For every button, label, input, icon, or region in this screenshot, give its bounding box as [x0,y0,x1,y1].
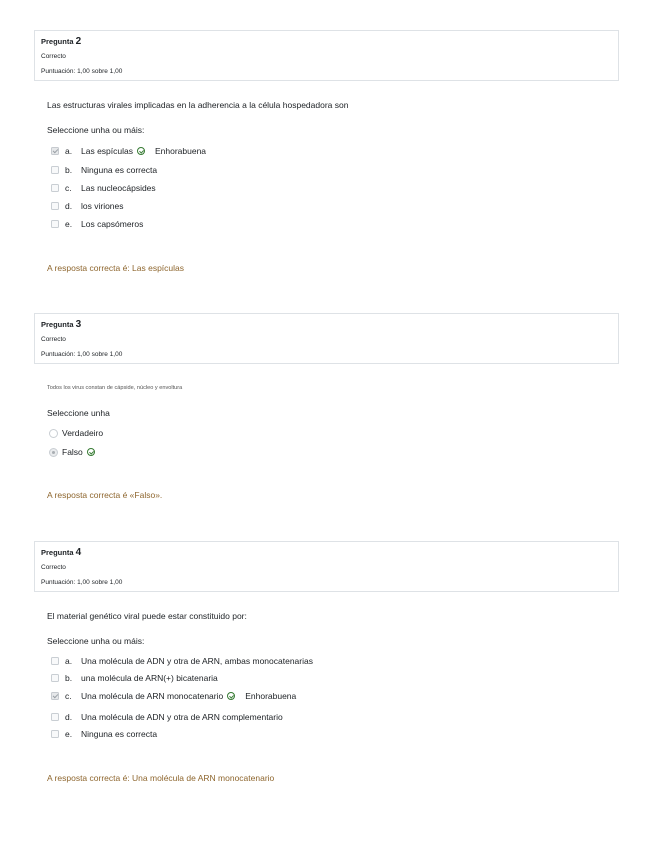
question-text: El material genético viral puede estar constituido por: [47,611,247,621]
question-title-prefix: Pregunta [41,320,74,329]
question-state: Correcto [41,564,66,571]
question-title [41,547,81,558]
question-grade: Puntuación: 1,00 sobre 1,00 [41,351,123,358]
option-feedback: Enhorabuena [154,146,207,156]
option-checkbox[interactable] [51,713,59,721]
answer-option-e[interactable] [51,728,157,740]
option-letter: a. [65,146,73,156]
answer-prompt: Seleccione unha [47,408,110,418]
check-circle-icon [87,448,95,456]
option-letter: c. [65,691,72,701]
question-number: 3 [75,319,82,330]
option-label: Una molécula de ADN y otra de ARN, ambas monocatenarias [81,656,313,666]
answer-option-c[interactable] [51,182,156,194]
answer-option-d[interactable] [51,711,283,723]
answer-option-b[interactable] [51,672,218,684]
question-info [34,541,619,592]
answer-option-c[interactable] [51,690,296,702]
question-grade: Puntuación: 1,00 sobre 1,00 [41,579,123,586]
question-text: Todos los virus constan de cápside, núcleo y envoltura [47,385,183,391]
right-answer: A resposta correcta é: Una molécula de ARN monocatenario [47,773,275,783]
question-state: Correcto [41,336,66,343]
option-label: Las espículas [81,146,133,156]
option-label: Los capsómeros [81,219,144,229]
question-number: 2 [75,36,82,47]
answer-prompt: Seleccione unha ou máis: [47,125,145,135]
answer-option-a[interactable] [51,655,313,667]
option-label: Ninguna es correcta [81,729,158,739]
option-checkbox[interactable] [51,147,59,155]
question-grade: Puntuación: 1,00 sobre 1,00 [41,68,123,75]
question-text: Las estructuras virales implicadas en la adherencia a la célula hospedadora son [47,100,349,110]
option-checkbox[interactable] [51,692,59,700]
answer-option-d[interactable] [51,200,124,212]
question-state: Correcto [41,53,66,60]
option-checkbox[interactable] [51,657,59,665]
question-title-prefix: Pregunta [41,548,74,557]
option-letter: c. [65,183,72,193]
answer-option-b[interactable] [51,164,157,176]
check-circle-icon [227,692,235,700]
option-letter: b. [65,165,73,175]
right-answer: A resposta correcta é: Las espículas [47,263,185,273]
question-info [34,313,619,364]
option-letter: d. [65,201,73,211]
option-feedback: Enhorabuena [245,691,297,701]
option-letter: d. [65,712,73,722]
question-title [41,319,81,330]
option-letter: e. [65,729,73,739]
option-checkbox[interactable] [51,202,59,210]
option-checkbox[interactable] [51,184,59,192]
option-checkbox[interactable] [51,674,59,682]
answer-option-true[interactable] [49,427,103,439]
option-letter: a. [65,656,73,666]
option-label: los viriones [81,201,124,211]
option-checkbox[interactable] [51,730,59,738]
option-letter: e. [65,219,73,229]
option-letter: b. [65,673,73,683]
option-label: Una molécula de ADN y otra de ARN complementario [81,712,283,722]
option-checkbox[interactable] [51,220,59,228]
right-answer: A resposta correcta é «Falso». [47,490,163,500]
question-info [34,30,619,81]
question-title-prefix: Pregunta [41,37,74,46]
question-number: 4 [75,547,82,558]
answer-option-a[interactable] [51,145,206,157]
option-label: Ninguna es correcta [81,165,158,175]
answer-option-e[interactable] [51,218,143,230]
option-checkbox[interactable] [51,166,59,174]
option-radio[interactable] [49,448,58,457]
question-title [41,36,81,47]
option-label: una molécula de ARN(+) bicatenaria [81,673,218,683]
option-radio[interactable] [49,429,58,438]
option-label: Una molécula de ARN monocatenario [81,691,224,701]
option-label: Falso [62,447,83,457]
answer-option-false[interactable] [49,446,95,458]
option-label: Verdadeiro [62,428,104,438]
answer-prompt: Seleccione unha ou máis: [47,636,145,646]
check-circle-icon [137,147,145,155]
option-label: Las nucleocápsides [81,183,156,193]
